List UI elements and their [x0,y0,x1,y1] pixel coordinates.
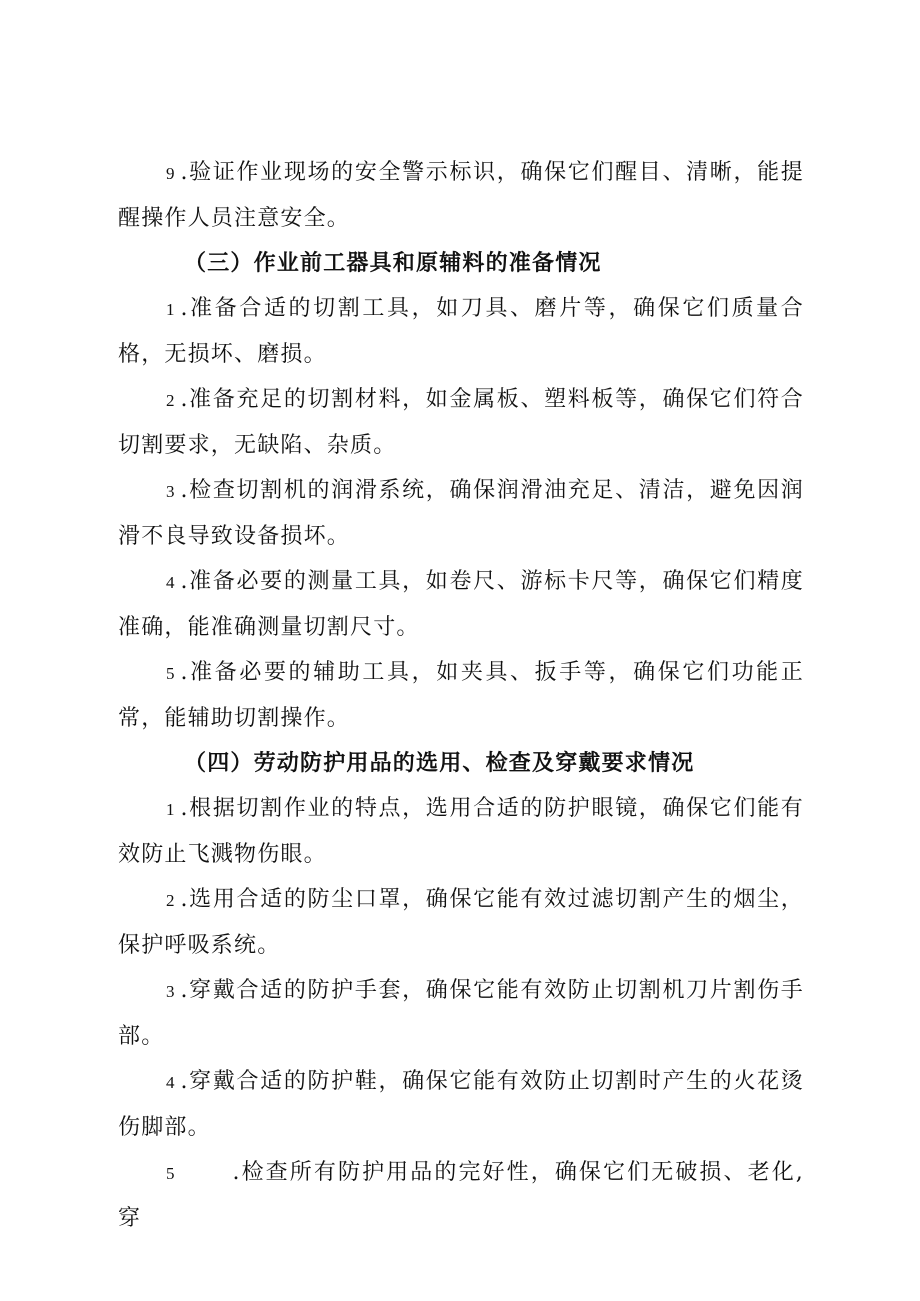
item-number: 9 [166,164,175,183]
paragraph-text: .穿戴合适的防护手套，确保它能有效防止切割机刀片割伤手部。 [118,978,804,1049]
paragraph-item-5 [118,1150,804,1241]
section-heading-3: （三）作业前工器具和原辅料的准备情况 [184,250,602,276]
paragraph-item-4 [118,559,804,650]
paragraph-item-3 [118,468,804,559]
paragraph-text: .根据切割作业的特点，选用合适的防护眼镜，确保它们能有效防止飞溅物伤眼。 [118,796,804,867]
paragraph-text: .准备必要的测量工具，如卷尺、游标卡尺等，确保它们精度准确，能准确测量切割尺寸。 [118,569,804,640]
item-number: 1 [166,800,175,819]
paragraph-text: .准备必要的辅助工具，如夹具、扳手等，确保它们功能正常，能辅助切割操作。 [118,660,804,731]
paragraph-item-2 [118,377,804,468]
item-number: 4 [166,573,175,592]
paragraph-text: .准备充足的切割材料，如金属板、塑料板等，确保它们符合切割要求，无缺陷、杂质。 [118,387,804,458]
paragraph-item-3 [118,968,804,1059]
item-number: 4 [166,1073,175,1092]
paragraph-item-9 [118,150,804,241]
paragraph-item-2 [118,877,804,968]
item-number: 5 [166,664,175,683]
paragraph-item-5 [118,650,804,741]
item-number: 3 [166,982,175,1001]
document-page [118,150,804,1241]
paragraph-item-4 [118,1059,804,1150]
paragraph-item-1 [118,286,804,377]
item-number: 2 [166,391,175,410]
item-number: 5 [166,1164,175,1183]
paragraph-text: .准备合适的切割工具，如刀具、磨片等，确保它们质量合格，无损坏、磨损。 [118,296,804,367]
item-number: 3 [166,482,175,501]
paragraph-text: .穿戴合适的防护鞋，确保它能有效防止切割时产生的火花烫伤脚部。 [118,1069,804,1140]
paragraph-text: .选用合适的防尘口罩，确保它能有效过滤切割产生的烟尘，保护呼吸系统。 [118,887,804,958]
item-number: 2 [166,891,175,910]
paragraph-text: .检查切割机的润滑系统，确保润滑油充足、清洁，避免因润滑不良导致设备损坏。 [118,478,804,549]
section-heading-4: （四）劳动防护用品的选用、检查及穿戴要求情况 [184,750,695,776]
paragraph-item-1 [118,786,804,877]
paragraph-text: .验证作业现场的安全警示标识，确保它们醒目、清晰，能提醒操作人员注意安全。 [118,160,804,231]
paragraph-text: .检查所有防护用品的完好性，确保它们无破损、老化,穿 [118,1160,804,1231]
item-number: 1 [166,300,175,319]
